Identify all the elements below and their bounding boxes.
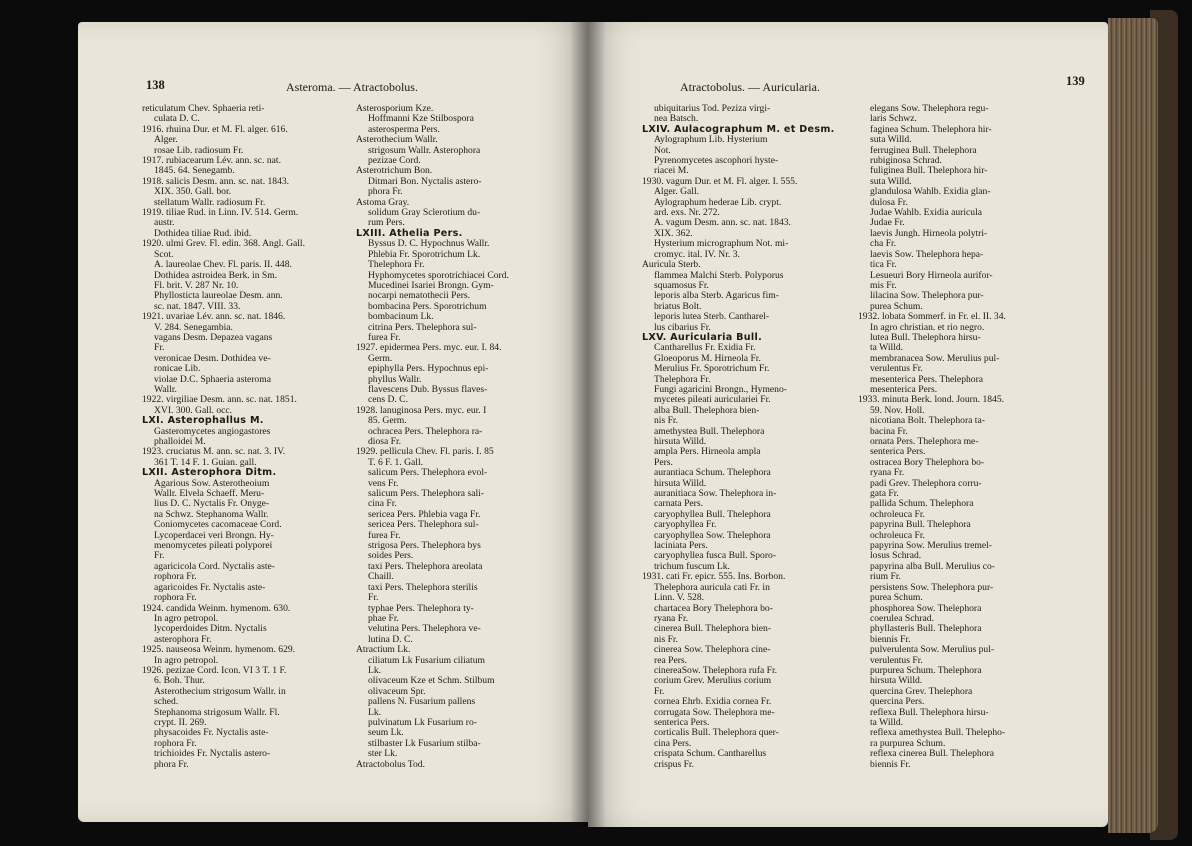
- entry-line: 1918. salicis Desm. ann. sc. nat. 1843.: [142, 175, 290, 187]
- entry-subline: rium Fr.: [870, 571, 901, 583]
- entry-subline: veronicae Desm. Dothidea ve-: [154, 352, 271, 364]
- entry-subline: pallens N. Fusarium pallens: [368, 696, 476, 708]
- entry-subline: menomycetes pileati polyporei: [154, 540, 273, 552]
- entry-subline: Thelephora Fr.: [368, 259, 425, 271]
- entry-subline: stellatum Wallr. radiosum Fr.: [154, 196, 266, 208]
- entry-subline: agaricicola Cord. Nyctalis aste-: [154, 560, 275, 572]
- entry-subline: soides Pers.: [368, 550, 414, 562]
- entry-subline: A. vagum Desm. ann. sc. nat. 1843.: [654, 217, 791, 229]
- entry-subline: cina Pers.: [654, 737, 692, 749]
- entry-subline: tica Fr.: [870, 259, 897, 271]
- entry-subline: ta Willd.: [870, 716, 904, 728]
- entry-subline: nis Fr.: [654, 415, 678, 427]
- entry-subline: phalloidei M.: [154, 436, 206, 447]
- entry-subline: culata D. C.: [154, 113, 200, 125]
- genus-heading: LXV. Auricularia Bull.: [642, 331, 763, 343]
- entry-subline: sericea Pers. Thelephora sul-: [368, 519, 479, 531]
- entry-subline: asterosperma Pers.: [368, 123, 440, 135]
- entry-line: 1923. cruciatus M. ann. sc. nat. 3. IV.: [142, 446, 286, 458]
- entry-subline: 6. Boh. Thur.: [154, 675, 205, 687]
- entry-subline: Fr.: [368, 592, 379, 604]
- entry-subline: Not.: [654, 144, 671, 156]
- entry-subline: Scot.: [154, 248, 174, 260]
- entry-subline: Fr.: [154, 342, 165, 354]
- entry-subline: 59. Nov. Holl.: [870, 404, 925, 416]
- entry-line: Asterotrichum Bon.: [356, 165, 433, 177]
- entry-subline: flavescens Dub. Byssus flaves-: [368, 383, 488, 395]
- entry-line: 1929. pellicula Chev. Fl. paris. I. 85: [356, 446, 494, 458]
- entry-subline: pezizae Cord.: [368, 155, 421, 167]
- entry-subline: phora Fr.: [154, 758, 189, 770]
- entry-subline: leporis alba Sterb. Agaricus fim-: [654, 290, 779, 302]
- entry-subline: lutina D. C.: [368, 633, 413, 645]
- entry-subline: mesenterica Pers. Thelephora: [870, 373, 984, 385]
- entry-subline: 85. Germ.: [368, 415, 407, 427]
- entry-subline: Phlebia Fr. Sporotrichum Lk.: [368, 248, 481, 260]
- entry-line: Asterosporium Kze.: [356, 103, 434, 114]
- entry-subline: hirsuta Willd.: [870, 675, 923, 687]
- entry-subline: epiphylla Pers. Hypochnus epi-: [368, 363, 489, 375]
- entry-subline: na Schwz. Stephanoma Wallr.: [154, 508, 269, 520]
- entry-line: 1924. candida Weinm. hymenom. 630.: [142, 602, 291, 614]
- entry-subline: rum Pers.: [368, 217, 405, 229]
- entry-subline: bombacina Pers. Sporotrichum: [368, 300, 487, 312]
- entry-subline: rea Pers.: [654, 654, 688, 666]
- entry-subline: cornea Ehrb. Exidia cornea Fr.: [654, 696, 772, 708]
- entry-subline: ra purpurea Schum.: [870, 737, 946, 749]
- entry-subline: Mucedinei Isariei Brongn. Gym-: [368, 279, 494, 291]
- entry-subline: Judae Wahlb. Exidia auricula: [870, 207, 983, 219]
- entry-subline: elegans Sow. Thelephora regu-: [870, 103, 989, 114]
- entry-subline: ster Lk.: [368, 748, 398, 760]
- left-column-1: [142, 104, 338, 770]
- entry-subline: violae D.C. Sphaeria asteroma: [154, 373, 271, 385]
- entry-subline: diosa Fr.: [368, 436, 402, 447]
- entry-subline: purea Schum.: [870, 592, 923, 604]
- entry-subline: suta Willd.: [870, 175, 912, 187]
- entry-subline: persistens Sow. Thelephora pur-: [870, 581, 994, 593]
- entry-line: Auricula Sterb.: [642, 259, 701, 271]
- entry-subline: hirsuta Willd.: [654, 436, 707, 447]
- entry-subline: sc. nat. 1847. VIII. 33.: [154, 300, 241, 312]
- entry-subline: Lk.: [368, 706, 382, 718]
- entry-subline: ard. exs. Nr. 272.: [654, 207, 720, 219]
- entry-subline: citrina Pers. Thelephora sul-: [368, 321, 477, 333]
- entry-subline: lilacina Sow. Thelephora pur-: [870, 290, 984, 302]
- entry-subline: Judae Fr.: [870, 217, 905, 229]
- entry-subline: ostracea Bory Thelephora bo-: [870, 456, 985, 468]
- entry-subline: ronicae Lib.: [154, 363, 201, 375]
- left-page: [78, 22, 588, 822]
- entry-subline: Cantharellus Fr. Exidia Fr.: [654, 342, 756, 354]
- entry-subline: Stephanoma strigosum Wallr. Fl.: [154, 706, 280, 718]
- entry-subline: sericea Pers. Phlebia vaga Fr.: [368, 508, 481, 520]
- genus-heading: LXIV. Aulacographum M. et Desm.: [642, 123, 835, 135]
- entry-subline: cina Fr.: [368, 498, 397, 510]
- entry-subline: Germ.: [368, 352, 393, 364]
- entry-subline: glandulosa Wahlb. Exidia glan-: [870, 186, 991, 198]
- entry-subline: pulvinatum Lk Fusarium ro-: [368, 716, 477, 728]
- entry-subline: biennis Fr.: [870, 633, 911, 645]
- entry-subline: rophora Fr.: [154, 737, 197, 749]
- entry-subline: mycetes pileati auriculariei Fr.: [654, 394, 771, 406]
- entry-subline: caryophyllea fusca Bull. Sporo-: [654, 550, 777, 562]
- entry-subline: Chaill.: [368, 571, 394, 583]
- entry-subline: XIX. 350. Gall. bor.: [154, 186, 232, 198]
- entry-subline: XIX. 362.: [654, 227, 693, 239]
- entry-subline: strigosum Wallr. Asterophora: [368, 144, 481, 156]
- entry-subline: vagans Desm. Depazea vagans: [154, 331, 273, 343]
- entry-subline: crispus Fr.: [654, 758, 694, 770]
- entry-subline: Aylographum Lib. Hysterium: [654, 134, 768, 146]
- entry-subline: cens D. C.: [368, 394, 408, 406]
- entry-subline: mesenterica Pers.: [870, 383, 938, 395]
- entry-subline: flammea Malchi Sterb. Polyporus: [654, 269, 784, 281]
- entry-subline: reflexa Bull. Thelephora hirsu-: [870, 706, 989, 718]
- entry-subline: biennis Fr.: [870, 758, 911, 770]
- entry-subline: leporis lutea Sterb. Cantharel-: [654, 311, 770, 323]
- entry-subline: ochroleuca Fr.: [870, 508, 925, 520]
- entry-subline: nocarpi nematothecii Pers.: [368, 290, 471, 302]
- entry-subline: nicotiana Bolt. Thelephora ta-: [870, 415, 985, 427]
- entry-subline: Linn. V. 528.: [654, 592, 705, 604]
- right-running-head: Atractobolus. — Auricularia.: [680, 80, 820, 94]
- entry-subline: caryophyllea Fr.: [654, 519, 717, 531]
- entry-line: 1930. vagum Dur. et M. Fl. alger. I. 555.: [642, 175, 798, 187]
- entry-subline: lutea Bull. Thelephora hirsu-: [870, 331, 981, 343]
- entry-subline: phyllasteris Bull. Thelephora: [870, 623, 982, 635]
- entry-subline: trichioides Fr. Nyctalis astero-: [154, 748, 271, 760]
- entry-subline: papyrina Bull. Thelephora: [870, 519, 971, 531]
- entry-subline: Gasteromycetes angiogastores: [154, 425, 271, 437]
- entry-line: 1919. tiliae Rud. in Linn. IV. 514. Germ.: [142, 207, 299, 219]
- entry-subline: crypt. II. 269.: [154, 716, 207, 728]
- entry-subline: ferruginea Bull. Thelephora: [870, 144, 977, 156]
- entry-subline: lycoperdoides Ditm. Nyctalis: [154, 623, 267, 635]
- entry-line: 1933. minuta Berk. lond. Journ. 1845.: [858, 394, 1005, 406]
- entry-line: Atractobolus Tod.: [356, 758, 425, 770]
- right-page: [588, 22, 1108, 827]
- entry-subline: corium Grev. Merulius corium: [654, 675, 772, 687]
- entry-subline: furea Fr.: [368, 529, 401, 541]
- entry-subline: Thelephora Fr.: [654, 373, 711, 385]
- entry-subline: physacoides Fr. Nyctalis aste-: [154, 727, 269, 739]
- entry-subline: laevis Jungh. Hirneola polytri-: [870, 227, 988, 239]
- entry-subline: Coniomycetes cacomaceae Cord.: [154, 519, 282, 531]
- entry-subline: fuliginea Bull. Thelephora hir-: [870, 165, 988, 177]
- left-running-head: Asteroma. — Atractobolus.: [286, 80, 418, 94]
- entry-subline: In agro christian. et rio negro.: [870, 321, 985, 333]
- entry-subline: In agro petropol.: [154, 654, 219, 666]
- entry-subline: 1845. 64. Senegamb.: [154, 165, 235, 177]
- entry-subline: pallida Schum. Thelephora: [870, 498, 974, 510]
- entry-subline: seum Lk.: [368, 727, 404, 739]
- entry-subline: cinereaSow. Thelephora rufa Fr.: [654, 664, 778, 676]
- entry-subline: auranitiaca Sow. Thelephora in-: [654, 488, 777, 500]
- entry-subline: laciniata Pers.: [654, 540, 708, 552]
- entry-subline: Aylographum hederae Lib. crypt.: [654, 196, 782, 208]
- entry-subline: hirsuta Willd.: [654, 477, 707, 489]
- entry-subline: quercina Grev. Thelephora: [870, 685, 973, 697]
- entry-subline: Agarious Sow. Asterotheoium: [154, 477, 270, 489]
- entry-subline: trichum fuscum Lk.: [654, 560, 730, 572]
- entry-subline: laevis Sow. Thelephora hepa-: [870, 248, 984, 260]
- entry-line: 1926. pezizae Cord. Icon. VI 3 T. 1 F.: [142, 664, 287, 676]
- entry-line: 1920. ulmi Grev. Fl. edin. 368. Angl. Gall.: [142, 238, 305, 250]
- entry-line: 1922. virgiliae Desm. ann. sc. nat. 1851.: [142, 394, 297, 406]
- entry-subline: caryophyllea Sow. Thelephora: [654, 529, 771, 541]
- entry-subline: rophora Fr.: [154, 592, 197, 604]
- entry-subline: ryana Fr.: [870, 467, 905, 479]
- entry-subline: sched.: [154, 696, 179, 708]
- entry-subline: vens Fr.: [368, 477, 399, 489]
- entry-subline: asterophora Fr.: [154, 633, 212, 645]
- entry-line: 1925. nauseosa Weinm. hymenom. 629.: [142, 644, 296, 656]
- entry-subline: Wallr.: [154, 383, 177, 395]
- entry-subline: phyllus Wallr.: [368, 373, 422, 385]
- entry-subline: membranacea Sow. Merulius pul-: [870, 352, 1000, 364]
- entry-subline: Lycoperdacei veri Brongn. Hy-: [154, 529, 274, 541]
- entry-subline: laris Schwz.: [870, 113, 917, 125]
- entry-line: 1917. rubiacearum Lév. ann. sc. nat.: [142, 155, 281, 167]
- entry-line: 1932. lobata Sommerf. in Fr. el. II. 34.: [858, 311, 1006, 323]
- entry-subline: Alger.: [154, 134, 178, 146]
- right-column-2: [858, 104, 1058, 770]
- entry-subline: senterica Pers.: [654, 716, 710, 728]
- entry-subline: 361 T. 14 F. 1. Guian. gall.: [154, 456, 257, 468]
- entry-subline: cromyc. ital. IV. Nr. 3.: [654, 248, 740, 260]
- entry-subline: Lk.: [368, 664, 382, 676]
- entry-subline: senterica Pers.: [870, 446, 926, 458]
- entry-subline: phae Fr.: [368, 612, 399, 624]
- entry-subline: V. 284. Senegambia.: [154, 321, 233, 333]
- entry-subline: crispata Schum. Cantharellus: [654, 748, 767, 760]
- entry-subline: gata Fr.: [870, 488, 899, 500]
- entry-subline: amethystea Bull. Thelephora: [654, 425, 765, 437]
- entry-subline: papyrina alba Bull. Merulius co-: [870, 560, 995, 572]
- entry-line: 1927. epidermea Pers. myc. eur. I. 84.: [356, 342, 502, 354]
- entry-subline: cha Fr.: [870, 238, 897, 250]
- entry-subline: caryophyllea Bull. Thelephora: [654, 508, 771, 520]
- entry-subline: quercina Pers.: [870, 696, 925, 708]
- entry-subline: Phyllosticta laureolae Desm. ann.: [154, 290, 283, 302]
- entry-subline: ochracea Pers. Thelephora ra-: [368, 425, 483, 437]
- entry-subline: ta Willd.: [870, 342, 904, 354]
- entry-subline: papyrina Sow. Merulius tremel-: [870, 540, 992, 552]
- entry-subline: Pyrenomycetes ascophori hyste-: [654, 155, 779, 167]
- entry-subline: bacina Fr.: [870, 425, 908, 437]
- entry-subline: coerulea Schrad.: [870, 612, 934, 624]
- entry-subline: Wallr. Elvela Schaeff. Meru-: [154, 488, 265, 500]
- entry-subline: carnata Pers.: [654, 498, 704, 510]
- entry-subline: nis Fr.: [654, 633, 678, 645]
- entry-subline: solidum Gray Sclerotium du-: [368, 207, 481, 219]
- entry-subline: Byssus D. C. Hypochnus Wallr.: [368, 238, 490, 250]
- entry-subline: dulosa Fr.: [870, 196, 908, 208]
- entry-subline: purpurea Schum. Thelephora: [870, 664, 982, 676]
- entry-subline: reflexa amethystea Bull. Thelepho-: [870, 727, 1006, 739]
- entry-subline: salicum Pers. Thelephora sali-: [368, 488, 484, 500]
- entry-subline: losus Schrad.: [870, 550, 922, 562]
- entry-subline: padi Grev. Thelephora corru-: [870, 477, 982, 489]
- entry-subline: rubiginosa Schrad.: [870, 155, 942, 167]
- entry-subline: furea Fr.: [368, 331, 401, 343]
- entry-subline: taxi Pers. Thelephora areolata: [368, 560, 483, 572]
- entry-subline: cinerea Sow. Thelephora cine-: [654, 644, 771, 656]
- entry-subline: A. laureolae Chev. Fl. paris. II. 448.: [154, 259, 292, 271]
- entry-subline: Alger. Gall.: [654, 186, 700, 198]
- entry-subline: salicum Pers. Thelephora evol-: [368, 467, 488, 479]
- entry-subline: velutina Pers. Thelephora ve-: [368, 623, 481, 635]
- entry-subline: pulverulenta Sow. Merulius pul-: [870, 644, 995, 656]
- entry-subline: strigosa Pers. Thelephora bys: [368, 540, 481, 552]
- entry-subline: ryana Fr.: [654, 612, 689, 624]
- entry-subline: lus cibarius Fr.: [654, 321, 711, 333]
- entry-subline: Thelephora auricula cati Fr. in: [654, 581, 770, 593]
- entry-subline: In agro petropol.: [154, 612, 219, 624]
- entry-subline: T. 6 F. 1. Gall.: [368, 456, 424, 468]
- entry-subline: rosae Lib. radiosum Fr.: [154, 144, 244, 156]
- book-gutter: [570, 22, 606, 827]
- entry-subline: bombacinum Lk.: [368, 311, 434, 323]
- entry-subline: corrugata Sow. Thelephora me-: [654, 706, 775, 718]
- entry-line: 1921. uvariae Lév. ann. sc. nat. 1846.: [142, 311, 286, 323]
- entry-subline: Fr.: [154, 550, 165, 562]
- entry-subline: purea Schum.: [870, 300, 923, 312]
- right-column-1: [642, 104, 838, 770]
- entry-subline: agaricoides Fr. Nyctalis aste-: [154, 581, 266, 593]
- page-edges: [1108, 18, 1158, 833]
- entry-subline: mis Fr.: [870, 279, 897, 291]
- entry-subline: Pers.: [654, 456, 673, 468]
- entry-subline: olivaceum Spr.: [368, 685, 426, 697]
- entry-line: 1928. lanuginosa Pers. myc. eur. I: [356, 404, 487, 416]
- genus-heading: LXII. Asterophora Ditm.: [142, 467, 277, 479]
- entry-subline: Asterothecium strigosum Wallr. in: [154, 685, 286, 697]
- entry-line: 1931. cati Fr. epicr. 555. Ins. Borbon.: [642, 571, 786, 583]
- entry-subline: Lesueuri Bory Hirneola aurifor-: [870, 269, 993, 281]
- entry-subline: XVI. 300. Gall. occ.: [154, 404, 233, 416]
- entry-subline: chartacea Bory Thelephora bo-: [654, 602, 773, 614]
- entry-subline: alba Bull. Thelephora bien-: [654, 404, 760, 416]
- entry-subline: Merulius Fr. Sporotrichum Fr.: [654, 363, 770, 375]
- entry-subline: stilbaster Lk Fusarium stilba-: [368, 737, 481, 749]
- entry-subline: Hoffmanni Kze Stilbospora: [368, 113, 474, 125]
- entry-subline: Dothidea tiliae Rud. ibid.: [154, 227, 252, 239]
- entry-line: reticulatum Chev. Sphaeria reti-: [142, 103, 265, 114]
- left-column-2: [356, 104, 556, 770]
- entry-subline: aurantiaca Schum. Thelephora: [654, 467, 771, 479]
- entry-subline: corticalis Bull. Thelephora quer-: [654, 727, 779, 739]
- entry-subline: suta Willd.: [870, 134, 912, 146]
- entry-subline: ubiquitarius Tod. Peziza virgi-: [654, 103, 771, 114]
- entry-subline: Fr.: [654, 685, 665, 697]
- entry-subline: Hyphomycetes sporotrichiacei Cord.: [368, 269, 509, 281]
- entry-subline: ciliatum Lk Fusarium ciliatum: [368, 654, 485, 666]
- entry-subline: Fl. brit. V. 287 Nr. 10.: [154, 279, 239, 291]
- entry-subline: Gloeoporus M. Hirneola Fr.: [654, 352, 761, 364]
- entry-subline: Ditmari Bon. Nyctalis astero-: [368, 175, 482, 187]
- entry-subline: cinerea Bull. Thelephora bien-: [654, 623, 772, 635]
- entry-subline: verulentus Fr.: [870, 654, 923, 666]
- entry-subline: phosphorea Sow. Thelephora: [870, 602, 982, 614]
- entry-line: Astoma Gray.: [356, 196, 410, 208]
- entry-subline: riacei M.: [654, 165, 689, 177]
- entry-subline: rophora Fr.: [154, 571, 197, 583]
- entry-subline: Hysterium micrographum Not. mi-: [654, 238, 789, 250]
- entry-subline: austr.: [154, 217, 175, 229]
- entry-subline: taxi Pers. Thelephora sterilis: [368, 581, 478, 593]
- entry-subline: faginea Schum. Thelephora hir-: [870, 123, 992, 135]
- genus-heading: LXIII. Athelia Pers.: [356, 227, 463, 239]
- entry-subline: ochroleuca Fr.: [870, 529, 925, 541]
- entry-subline: typhae Pers. Thelephora ty-: [368, 602, 474, 614]
- left-page-number: 138: [146, 78, 165, 92]
- entry-subline: Dothidea astroidea Berk. in Sm.: [154, 269, 278, 281]
- entry-line: Atractium Lk.: [356, 644, 411, 656]
- entry-subline: ornata Pers. Thelephora me-: [870, 436, 979, 447]
- entry-line: 1916. rhuina Dur. et M. Fl. alger. 616.: [142, 123, 288, 135]
- entry-subline: olivaceum Kze et Schm. Stilbum: [368, 675, 495, 687]
- entry-subline: briatus Bolt.: [654, 300, 702, 312]
- entry-subline: squamosus Fr.: [654, 279, 709, 291]
- entry-subline: lius D. C. Nyctalis Fr. Onyge-: [154, 498, 270, 510]
- entry-subline: nea Batsch.: [654, 113, 699, 125]
- entry-subline: ampla Pers. Hirneola ampla: [654, 446, 761, 458]
- entry-subline: Fungi agaricini Brongn., Hymeno-: [654, 383, 787, 395]
- genus-heading: LXI. Asterophallus M.: [142, 415, 264, 427]
- right-page-number: 139: [1066, 74, 1085, 88]
- entry-line: Asterothecium Wallr.: [356, 134, 438, 146]
- entry-subline: phora Fr.: [368, 186, 403, 198]
- entry-subline: reflexa cinerea Bull. Thelephora: [870, 748, 994, 760]
- entry-subline: verulentus Fr.: [870, 363, 923, 375]
